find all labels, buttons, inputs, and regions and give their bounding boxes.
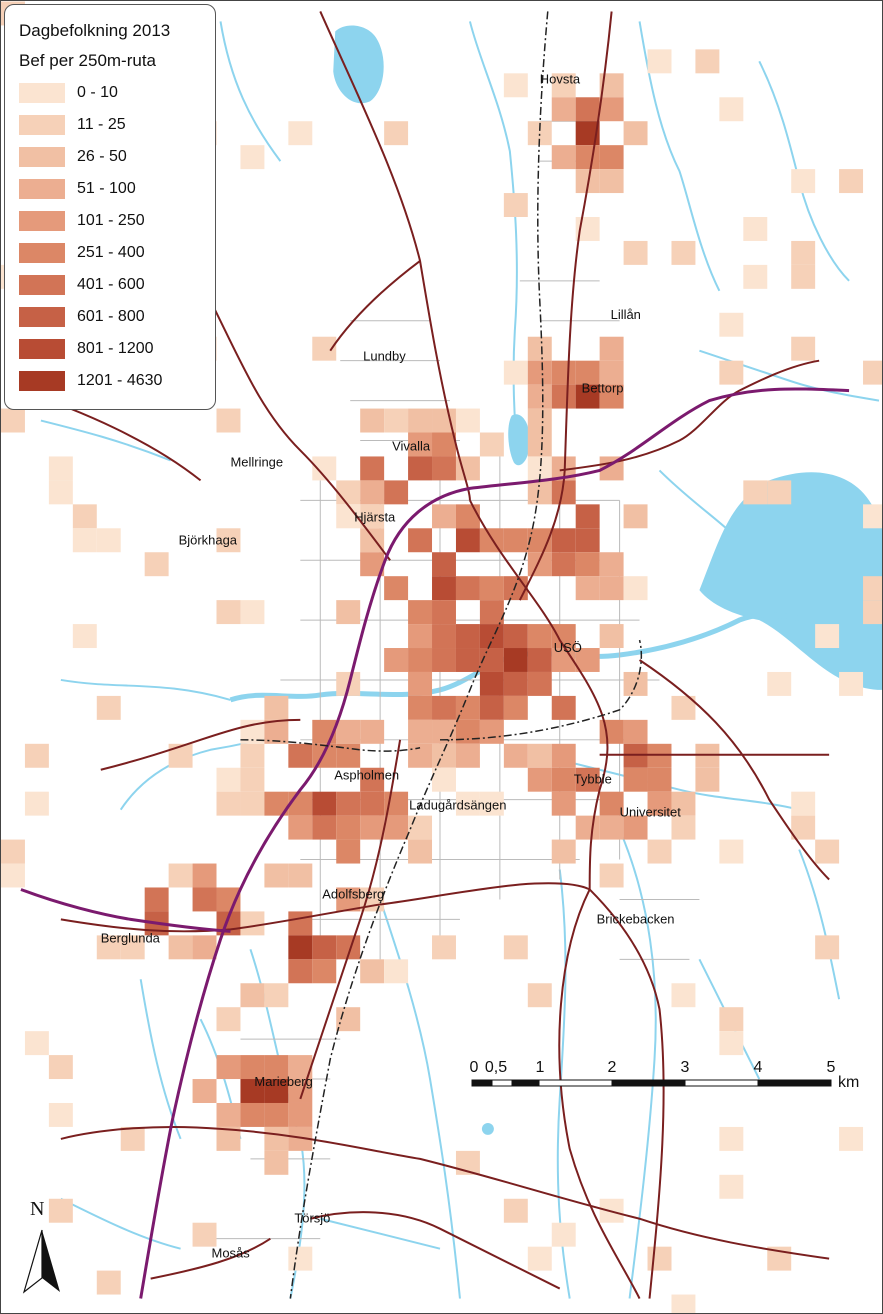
density-cell (863, 361, 883, 385)
density-cell (791, 169, 815, 193)
density-cell (695, 768, 719, 792)
legend-label: 401 - 600 (77, 276, 145, 293)
density-cell (504, 1199, 528, 1223)
label-uso: USÖ (553, 640, 582, 656)
label-lillan: Lillån (610, 306, 641, 322)
density-cell (288, 864, 312, 888)
density-cell (432, 456, 456, 480)
density-cell (480, 720, 504, 744)
legend-label: 251 - 400 (77, 244, 145, 261)
density-cell (863, 600, 883, 624)
density-cell (791, 337, 815, 361)
density-cell (600, 552, 624, 576)
density-cell (719, 1175, 743, 1199)
density-cell (504, 73, 528, 97)
label-hovsta: Hovsta (539, 71, 581, 87)
legend-swatch (19, 339, 65, 359)
density-cell (240, 744, 264, 768)
density-cell (528, 552, 552, 576)
legend-row (19, 141, 215, 173)
scale-tick-labels (470, 1059, 836, 1076)
density-cell (264, 696, 288, 720)
density-cell (408, 624, 432, 648)
density-cell (193, 1079, 217, 1103)
density-cell (600, 145, 624, 169)
road-south-4 (310, 1212, 559, 1288)
legend-swatch (19, 83, 65, 103)
road-nw (330, 261, 420, 351)
density-cell (169, 935, 193, 959)
density-cell (839, 169, 863, 193)
label-tybble: Tybble (573, 771, 612, 787)
density-cell (217, 1007, 241, 1031)
label-mosas: Mosås (211, 1245, 250, 1261)
density-cell (456, 744, 480, 768)
density-cell (145, 887, 169, 911)
density-cell (384, 816, 408, 840)
density-cell (791, 241, 815, 265)
density-cell (863, 504, 883, 528)
legend-swatch (19, 179, 65, 199)
density-cell (336, 816, 360, 840)
density-cell (576, 528, 600, 552)
label-berglunda: Berglunda (100, 930, 160, 946)
density-cell (456, 720, 480, 744)
density-cell (552, 696, 576, 720)
density-cell (408, 672, 432, 696)
density-cell (504, 576, 528, 600)
density-cell (336, 792, 360, 816)
density-cell (480, 696, 504, 720)
scale-tick-label: 0,5 (484, 1059, 508, 1076)
label-brickebacken: Brickebacken (596, 911, 675, 927)
density-cell (671, 241, 695, 265)
density-cell (288, 911, 312, 935)
density-cell (432, 935, 456, 959)
density-cell (264, 983, 288, 1007)
density-cell (576, 504, 600, 528)
legend-swatch (19, 275, 65, 295)
map-legend (4, 4, 216, 410)
density-cell (312, 792, 336, 816)
density-cell (552, 744, 576, 768)
density-cell (815, 935, 839, 959)
density-cell (121, 1127, 145, 1151)
density-cell (288, 744, 312, 768)
density-cell (432, 624, 456, 648)
density-cell (624, 576, 648, 600)
density-cell (408, 600, 432, 624)
density-cell (552, 840, 576, 864)
density-cell (839, 672, 863, 696)
density-cell (97, 696, 121, 720)
density-cell (240, 1103, 264, 1127)
label-vivalla: Vivalla (392, 438, 431, 454)
label-bjorkhaga: Björkhaga (178, 532, 238, 548)
lake-hjalmaren (699, 472, 882, 690)
density-cell (432, 648, 456, 672)
density-cell (360, 480, 384, 504)
density-cell (73, 624, 97, 648)
scale-tick-label: 4 (753, 1059, 763, 1076)
density-cell (528, 768, 552, 792)
density-cell (719, 840, 743, 864)
density-cell (384, 959, 408, 983)
density-cell (504, 193, 528, 217)
density-cell (336, 1007, 360, 1031)
density-cell (432, 504, 456, 528)
density-cell (528, 983, 552, 1007)
lake-small-south (482, 1123, 494, 1135)
legend-swatch (19, 371, 65, 391)
density-cell (264, 1103, 288, 1127)
density-cell (240, 911, 264, 935)
legend-label: 51 - 100 (77, 180, 136, 197)
density-cell (504, 528, 528, 552)
density-cell (360, 816, 384, 840)
lake-small-central (508, 414, 530, 465)
legend-row (19, 77, 215, 109)
density-cell (432, 768, 456, 792)
density-cell (432, 552, 456, 576)
density-cell (456, 528, 480, 552)
density-cell (791, 792, 815, 816)
density-cell (648, 49, 672, 73)
density-cell (528, 480, 552, 504)
density-cell (240, 145, 264, 169)
density-cell (408, 696, 432, 720)
density-cell (624, 720, 648, 744)
density-cell (600, 97, 624, 121)
density-cell (432, 433, 456, 457)
legend-row (19, 365, 215, 397)
density-cell (648, 768, 672, 792)
density-cell (815, 840, 839, 864)
legend-classes (19, 77, 215, 397)
density-cell (552, 97, 576, 121)
density-cell (600, 576, 624, 600)
density-cell (49, 1103, 73, 1127)
density-cell (719, 361, 743, 385)
density-cell (432, 696, 456, 720)
density-cell (193, 887, 217, 911)
density-cell (791, 265, 815, 289)
density-cell (504, 361, 528, 385)
density-cell (384, 480, 408, 504)
density-cell (600, 624, 624, 648)
density-cell (25, 792, 49, 816)
density-cell (624, 768, 648, 792)
density-cell (49, 480, 73, 504)
density-cell (600, 720, 624, 744)
density-cell (408, 744, 432, 768)
density-cell (815, 624, 839, 648)
density-cell (671, 1295, 695, 1314)
density-cell (408, 840, 432, 864)
legend-label: 801 - 1200 (77, 340, 154, 357)
legend-row (19, 269, 215, 301)
label-aspholmen: Aspholmen (334, 767, 400, 783)
density-cell (480, 576, 504, 600)
legend-swatch (19, 211, 65, 231)
density-cell (480, 433, 504, 457)
density-cell (1, 409, 25, 433)
label-marieberg: Marieberg (254, 1074, 313, 1090)
north-arrow (20, 1198, 64, 1294)
density-cell (217, 792, 241, 816)
density-cell (528, 672, 552, 696)
density-cell (576, 816, 600, 840)
density-cell (576, 576, 600, 600)
density-cell (504, 624, 528, 648)
label-adolfsberg: Adolfsberg (322, 886, 385, 902)
density-cell (432, 600, 456, 624)
density-cell (504, 935, 528, 959)
legend-row (19, 237, 215, 269)
density-cell (336, 480, 360, 504)
density-cell (456, 576, 480, 600)
density-cell (624, 504, 648, 528)
density-cell (408, 528, 432, 552)
legend-subtitle: Bef per 250m-ruta (19, 51, 157, 70)
label-bettorp: Bettorp (581, 380, 624, 396)
lake-north (333, 25, 383, 103)
density-cell (432, 744, 456, 768)
density-cell (576, 552, 600, 576)
density-cell (743, 480, 767, 504)
density-cell (408, 720, 432, 744)
density-cell (504, 648, 528, 672)
density-cell (528, 385, 552, 409)
scale-unit: km (838, 1074, 860, 1091)
density-cell (624, 241, 648, 265)
density-cell (504, 696, 528, 720)
density-cell (97, 528, 121, 552)
label-universitet: Universitet (619, 804, 681, 820)
density-cell (695, 49, 719, 73)
density-cell (719, 313, 743, 337)
density-cell (767, 480, 791, 504)
legend-label: 101 - 250 (77, 212, 145, 229)
density-cell (264, 864, 288, 888)
density-cell (73, 504, 97, 528)
density-cell (432, 576, 456, 600)
density-cell (360, 409, 384, 433)
legend-swatch (19, 147, 65, 167)
density-cell (288, 1103, 312, 1127)
density-cell (743, 217, 767, 241)
density-cell (456, 648, 480, 672)
density-cell (25, 1031, 49, 1055)
scale-segments (472, 1080, 831, 1086)
legend-row (19, 301, 215, 333)
density-cell (528, 1247, 552, 1271)
density-cell (648, 1247, 672, 1271)
density-cell (217, 768, 241, 792)
legend-row (19, 205, 215, 237)
density-cell (624, 121, 648, 145)
label-ladugardsangen: Ladugårdsängen (409, 797, 507, 813)
density-cell (671, 983, 695, 1007)
density-cell (384, 648, 408, 672)
density-cell (193, 864, 217, 888)
legend-label: 11 - 25 (77, 116, 126, 133)
density-cell (504, 672, 528, 696)
density-cell (648, 840, 672, 864)
legend-swatch (19, 115, 65, 135)
density-cell (169, 864, 193, 888)
density-cell (528, 744, 552, 768)
density-cell (719, 1127, 743, 1151)
density-cell (1, 864, 25, 888)
legend-label: 0 - 10 (77, 84, 118, 101)
density-cell (193, 1223, 217, 1247)
density-cell (552, 145, 576, 169)
density-cell (600, 864, 624, 888)
label-lundby: Lundby (363, 348, 406, 364)
legend-row (19, 109, 215, 141)
density-cell (456, 409, 480, 433)
density-cell (217, 600, 241, 624)
north-label: N (30, 1198, 45, 1220)
density-cell (240, 600, 264, 624)
density-cell (336, 840, 360, 864)
density-cell (312, 959, 336, 983)
legend-row (19, 173, 215, 205)
density-cell (312, 935, 336, 959)
density-cell (528, 337, 552, 361)
density-cell (480, 624, 504, 648)
density-cell (97, 1271, 121, 1295)
road-sw (61, 1127, 829, 1259)
density-cell (360, 792, 384, 816)
density-cell (528, 361, 552, 385)
density-cell (743, 265, 767, 289)
density-cell (384, 576, 408, 600)
density-cell (576, 145, 600, 169)
scale-tick-label: 0 (469, 1059, 479, 1076)
density-cell (49, 456, 73, 480)
density-cell (217, 409, 241, 433)
scale-bar (462, 1052, 882, 1092)
legend-swatch (19, 307, 65, 327)
density-cell (288, 816, 312, 840)
density-cell (360, 720, 384, 744)
scale-tick-label: 5 (826, 1059, 836, 1076)
density-cell (528, 409, 552, 433)
density-cell (839, 1127, 863, 1151)
density-cell (456, 624, 480, 648)
density-cell (193, 935, 217, 959)
density-cell (528, 624, 552, 648)
scale-tick-label: 2 (607, 1059, 617, 1076)
density-cell (217, 1055, 241, 1079)
density-cell (600, 169, 624, 193)
density-cell (528, 648, 552, 672)
density-cell (264, 1127, 288, 1151)
density-cell (719, 1007, 743, 1031)
density-cell (408, 409, 432, 433)
density-cell (1, 840, 25, 864)
density-cell (552, 792, 576, 816)
density-cell (552, 361, 576, 385)
density-cell (145, 552, 169, 576)
density-cell (288, 959, 312, 983)
density-cell (552, 1223, 576, 1247)
density-cell (719, 97, 743, 121)
density-cell (288, 121, 312, 145)
density-cell (576, 97, 600, 121)
density-cell (240, 983, 264, 1007)
density-cell (480, 600, 504, 624)
scale-tick-label: 1 (535, 1059, 545, 1076)
density-cell (600, 337, 624, 361)
density-cell (456, 504, 480, 528)
density-cell (863, 576, 883, 600)
scale-tick-label: 3 (680, 1059, 690, 1076)
legend-swatch (19, 243, 65, 263)
density-cell (73, 528, 97, 552)
legend-title: Dagbefolkning 2013 (19, 21, 171, 40)
density-cell (552, 528, 576, 552)
density-cell (312, 816, 336, 840)
density-cell (217, 1103, 241, 1127)
density-cell (336, 600, 360, 624)
label-torsjo: Törsjö (294, 1210, 331, 1226)
density-cell (384, 121, 408, 145)
label-mellringe: Mellringe (230, 454, 284, 470)
label-hjarsta: Hjärsta (354, 509, 396, 525)
density-cell (408, 648, 432, 672)
density-cell (264, 1151, 288, 1175)
density-cell (288, 1247, 312, 1271)
density-cell (552, 552, 576, 576)
density-cell (384, 409, 408, 433)
density-cell (528, 433, 552, 457)
density-cell (49, 1055, 73, 1079)
density-cell (767, 672, 791, 696)
legend-label: 1201 - 4630 (77, 372, 163, 389)
density-cell (25, 744, 49, 768)
density-cell (552, 768, 576, 792)
density-cell (240, 768, 264, 792)
density-cell (408, 456, 432, 480)
legend-row (19, 333, 215, 365)
density-cell (288, 935, 312, 959)
density-cell (480, 672, 504, 696)
density-cell (552, 385, 576, 409)
legend-label: 601 - 800 (77, 308, 145, 325)
density-cell (360, 959, 384, 983)
density-cell (360, 456, 384, 480)
density-cell (336, 720, 360, 744)
density-cell (240, 792, 264, 816)
legend-label: 26 - 50 (77, 148, 127, 165)
density-cell (504, 744, 528, 768)
